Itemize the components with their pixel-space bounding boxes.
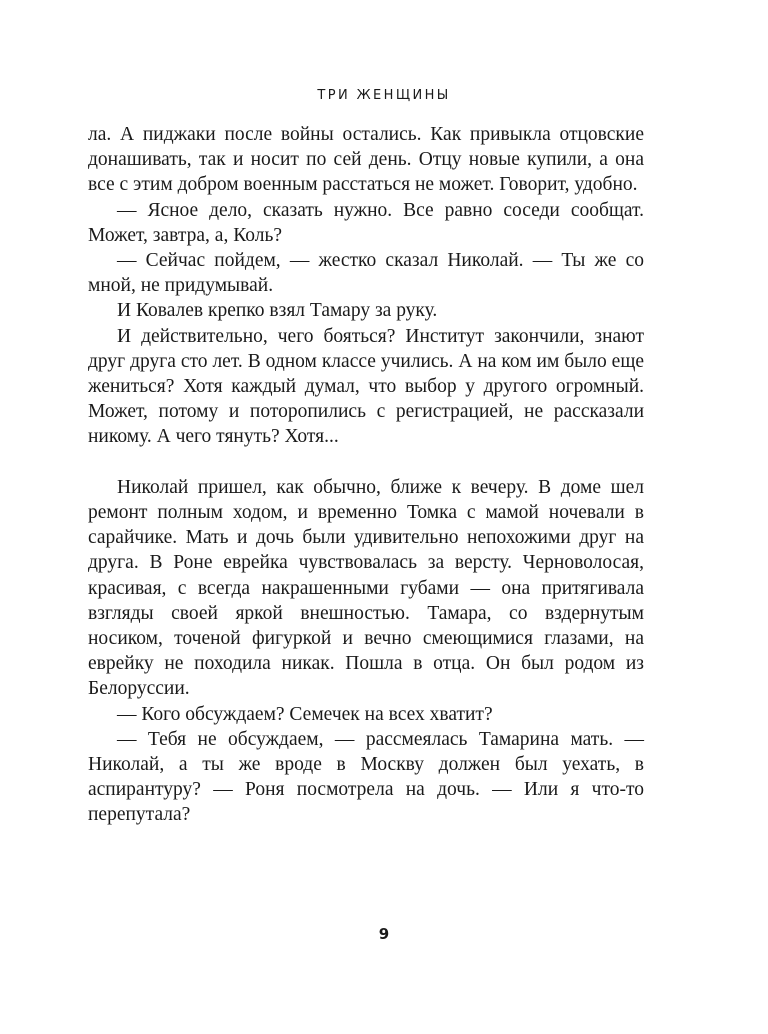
paragraph: И Ковалев крепко взял Тамару за руку. — [117, 300, 438, 322]
paragraph: — Кого обсуждаем? Семечек на всех хватит? — [117, 703, 493, 725]
paragraph: ла. А пиджаки после войны остались. Как привыкла отцовские донашивать, так и носит по сей день. Отцу новые купили, а она все с этим добром военным расстаться не может. Говорит, удобно. — [88, 124, 644, 196]
paragraph: И действительно, чего бояться? Институт закончили, знают друг друга сто лет. В одном классе учились. А на ком им было еще жениться? Хотя каждый думал, что выбор у другого огромный. Может, потому и поторопились с регистрацией, не рассказали никому. А чего тянуть? Хотя... — [88, 325, 644, 448]
running-head: ТРИ ЖЕНЩИНЫ — [317, 88, 451, 103]
body-text — [88, 122, 644, 828]
page-number: 9 — [378, 925, 390, 943]
paragraph: Николай пришел, как обычно, ближе к вечеру. В доме шел ремонт полным ходом, и временно Томка с мамой ночевали в сарайчике. Мать и дочь были удивительно непохожими друг на друга. В Роне еврейка чувствовалась за версту. Черноволосая, красивая, с всегда накрашенными губами — она притягивала взгляды своей яркой внешностью. Тамара, со вздернутым носиком, точеной фигуркой и вечно смеющимися глазами, на еврейку не походила никак. Пошла в отца. Он был родом из Белоруссии. — [88, 476, 644, 700]
paragraph: — Тебя не обсуждаем, — рассмеялась Тамарина мать. — Николай, а ты же вроде в Москву должен был уехать, в аспирантуру? — Роня посмотрела на дочь. — Или я что-то перепутала? — [88, 728, 644, 826]
paragraph: — Сейчас пойдем, — жестко сказал Николай. — Ты же со мной, не придумывай. — [88, 250, 644, 297]
paragraph: — Ясное дело, сказать нужно. Все равно соседи сообщат. Может, завтра, а, Коль? — [88, 199, 644, 246]
section-break — [88, 450, 644, 475]
